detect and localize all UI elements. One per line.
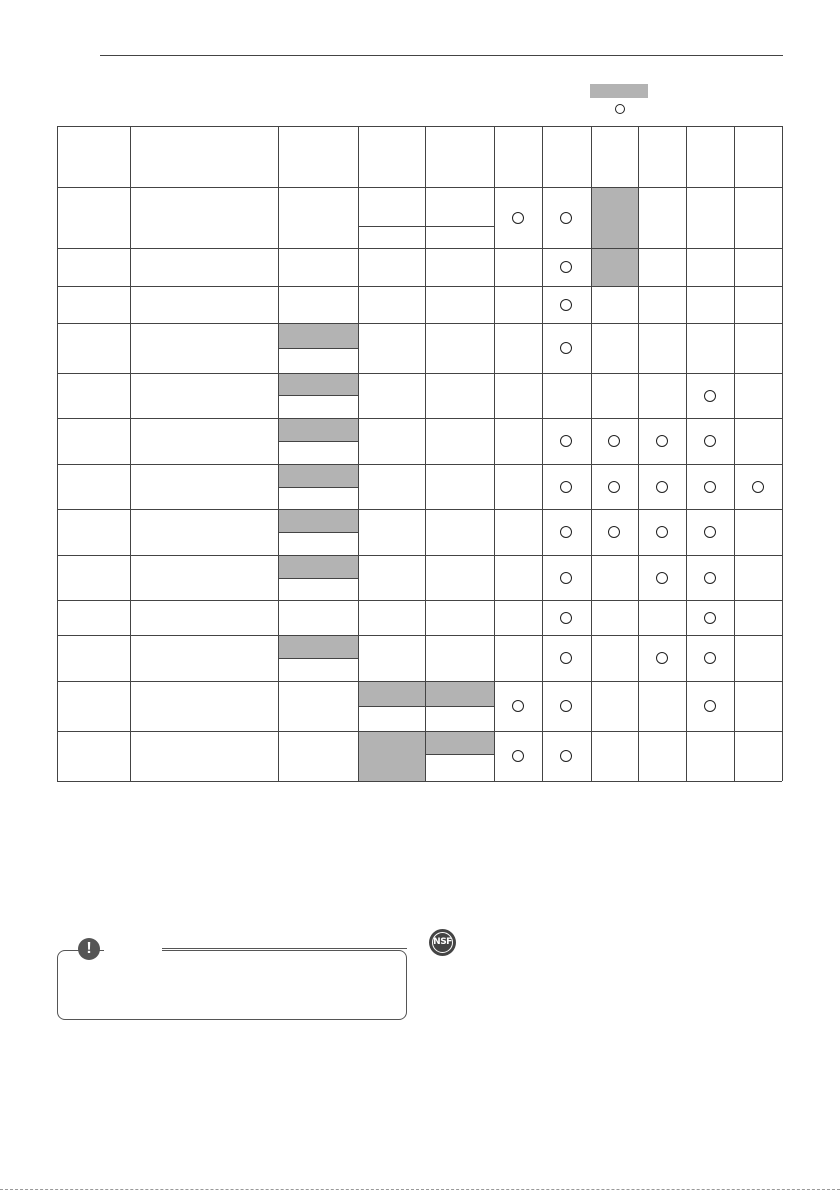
- table-col-rule: [494, 126, 495, 781]
- shaded-cell: [358, 681, 425, 706]
- circle-mark-icon: [512, 700, 524, 712]
- circle-mark-icon: [560, 572, 572, 584]
- circle-mark-icon: [560, 481, 572, 493]
- circle-mark-icon: [656, 526, 668, 538]
- cell-split-rule: [425, 754, 494, 755]
- circle-mark-icon: [560, 700, 572, 712]
- circle-mark-icon: [608, 435, 620, 447]
- cell-split-rule: [358, 226, 494, 227]
- table-row-rule: [57, 248, 782, 249]
- circle-mark-icon: [704, 700, 716, 712]
- circle-mark-icon: [704, 526, 716, 538]
- circle-mark-icon: [656, 481, 668, 493]
- circle-mark-icon: [656, 435, 668, 447]
- circle-mark-icon: [560, 261, 572, 273]
- shaded-cell: [278, 509, 358, 532]
- table-row-rule: [57, 323, 782, 324]
- circle-mark-icon: [608, 526, 620, 538]
- shaded-cell: [278, 635, 358, 658]
- table-col-rule: [638, 126, 639, 781]
- exclamation-icon: !: [78, 938, 100, 960]
- circle-mark-icon: [752, 481, 764, 493]
- table-row-rule: [57, 418, 782, 419]
- circle-mark-icon: [704, 481, 716, 493]
- shaded-cell: [591, 248, 638, 286]
- cell-split-rule: [278, 532, 358, 533]
- table-col-rule: [278, 126, 279, 781]
- shaded-cell: [425, 731, 494, 754]
- table-row-rule: [57, 286, 782, 287]
- table-col-rule: [130, 126, 131, 781]
- circle-mark-icon: [704, 652, 716, 664]
- circle-mark-icon: [560, 435, 572, 447]
- cell-split-rule: [278, 487, 358, 488]
- shaded-cell: [278, 373, 358, 395]
- table-row-rule: [57, 126, 782, 127]
- table-row-rule: [57, 681, 782, 682]
- table-col-rule: [734, 126, 735, 781]
- table-row-rule: [57, 509, 782, 510]
- table-row-rule: [57, 373, 782, 374]
- cell-split-rule: [278, 348, 358, 349]
- table-row-rule: [57, 555, 782, 556]
- circle-mark-icon: [560, 212, 572, 224]
- circle-mark-icon: [608, 481, 620, 493]
- circle-mark-icon: [656, 652, 668, 664]
- circle-mark-icon: [512, 750, 524, 762]
- page-bottom-edge: [0, 1189, 840, 1190]
- table-col-rule: [358, 126, 359, 781]
- circle-mark-icon: [656, 572, 668, 584]
- table-col-rule: [591, 126, 592, 781]
- table-row-rule: [57, 731, 782, 732]
- shaded-cell: [278, 418, 358, 441]
- circle-mark-icon: [560, 299, 572, 311]
- shaded-cell: [278, 464, 358, 487]
- circle-mark-icon: [560, 526, 572, 538]
- shaded-cell: [591, 187, 638, 248]
- circle-mark-icon: [704, 572, 716, 584]
- shaded-cell: [278, 323, 358, 348]
- table-row-rule: [57, 464, 782, 465]
- circle-mark-icon: [560, 652, 572, 664]
- table-row-rule: [57, 600, 782, 601]
- table-col-rule: [425, 126, 426, 781]
- cell-split-rule: [358, 706, 494, 707]
- table-col-rule: [782, 126, 783, 781]
- cell-split-rule: [278, 658, 358, 659]
- nsf-logo-icon: NSF: [429, 929, 456, 956]
- table-col-rule: [686, 126, 687, 781]
- table-row-rule: [57, 187, 782, 188]
- table-row-rule: [57, 635, 782, 636]
- cell-split-rule: [278, 578, 358, 579]
- note-caption-gap: [104, 942, 162, 956]
- table-row-rule: [57, 781, 782, 782]
- note-box: [57, 950, 407, 1020]
- circle-mark-icon: [704, 390, 716, 402]
- table-col-rule: [57, 126, 58, 781]
- circle-mark-icon: [560, 342, 572, 354]
- circle-mark-icon: [704, 435, 716, 447]
- shaded-cell: [425, 681, 494, 706]
- table-col-rule: [542, 126, 543, 781]
- shaded-cell: [278, 555, 358, 578]
- circle-mark-icon: [704, 612, 716, 624]
- note-rule: [162, 948, 407, 949]
- circle-mark-icon: [512, 212, 524, 224]
- shaded-cell: [358, 731, 425, 781]
- circle-mark-icon: [560, 612, 572, 624]
- cell-split-rule: [278, 441, 358, 442]
- circle-mark-icon: [560, 750, 572, 762]
- cell-split-rule: [278, 395, 358, 396]
